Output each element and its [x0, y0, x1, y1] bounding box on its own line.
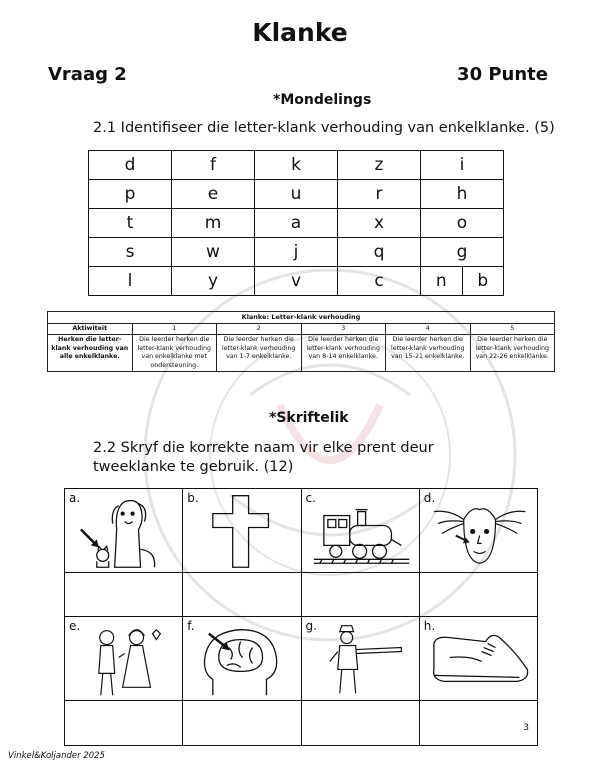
answer-box[interactable] [65, 572, 183, 617]
answer-box[interactable] [65, 701, 183, 746]
question-number: Vraag 2 [48, 64, 127, 85]
picture-cell [183, 489, 301, 573]
cross-icon [183, 489, 300, 572]
answer-box[interactable] [419, 572, 537, 617]
letter-cell: f [172, 151, 255, 180]
letter-cell [421, 267, 504, 296]
rubric-activity: Herken die letter-klank verhouding van alle enkelklanke. [48, 335, 133, 372]
letter-cell: d [89, 151, 172, 180]
letter-cell-split: n [421, 267, 463, 295]
rubric-level: 5 [470, 323, 555, 335]
letter-row [89, 209, 504, 238]
letter-cell: l [89, 267, 172, 296]
picture-cell [65, 489, 183, 573]
letter-cell: v [255, 267, 338, 296]
picture-cell [183, 617, 301, 701]
rubric-level: 4 [386, 323, 471, 335]
rubric-activity-header: Aktiwiteit [48, 323, 133, 335]
letter-row [89, 151, 504, 180]
letter-cell: t [89, 209, 172, 238]
letter-cell: c [338, 267, 421, 296]
rubric-level: 2 [217, 323, 302, 335]
rubric-descriptor: Die leerder herken die letter-klank verhouding van enkelklanke met ondersteuning. [132, 335, 217, 372]
picture-label: g. [305, 619, 317, 634]
answer-box[interactable] [419, 701, 537, 746]
answer-box[interactable] [301, 572, 419, 617]
rubric-caption: Klanke: Letter-klank verhouding [48, 312, 555, 324]
letter-cell: z [338, 151, 421, 180]
picture-label: a. [69, 491, 81, 505]
picture-label: f. [187, 619, 195, 634]
rubric-descriptor: Die leerder herken die letter-klank verhouding van 15-21 enkelklanke. [386, 335, 471, 372]
letter-cell: p [89, 180, 172, 209]
letter-cell: a [255, 209, 338, 238]
picture-label: d. [423, 491, 436, 505]
letter-cell: y [172, 267, 255, 296]
picture-cell [65, 617, 183, 701]
letter-cell: h [421, 180, 504, 209]
hunter-icon [302, 617, 419, 700]
letter-grid [88, 150, 504, 296]
letter-cell: g [421, 238, 504, 267]
letter-cell: i [421, 151, 504, 180]
page-title: Klanke [252, 18, 348, 47]
written-heading: *Skriftelik [269, 410, 349, 426]
page-number: 3 [523, 723, 529, 734]
letter-cell-split: b [477, 271, 489, 291]
rubric-descriptor: Die leerder herken die letter-klank verhouding van 8-14 enkelklanke. [301, 335, 386, 372]
footer-credit: Vinkel&Koljander 2025 [8, 751, 105, 761]
answer-box[interactable] [183, 701, 301, 746]
rubric-descriptor: Die leerder herken die letter-klank verhouding van 22-26 enkelklanke. [470, 335, 555, 372]
rubric-descriptor: Die leerder herken die letter-klank verhouding van 1-7 enkelklanke. [217, 335, 302, 372]
face-hair-icon [420, 489, 537, 572]
rubric-level: 3 [301, 323, 386, 335]
total-points: 30 Punte [457, 64, 548, 85]
letter-cell: e [172, 180, 255, 209]
shoe-icon [420, 617, 537, 700]
written-instruction: 2.2 Skryf die korrekte naam vir elke prent deur tweeklanke te gebruik. (12) [93, 440, 434, 475]
letter-cell: u [255, 180, 338, 209]
assessment-rubric [47, 311, 555, 372]
picture-cell [419, 489, 537, 573]
answer-box[interactable] [183, 572, 301, 617]
letter-cell: q [338, 238, 421, 267]
letter-cell: k [255, 151, 338, 180]
answer-box[interactable] [301, 701, 419, 746]
picture-cell [301, 489, 419, 573]
picture-cell [301, 617, 419, 701]
train-icon [302, 489, 419, 572]
letter-cell: r [338, 180, 421, 209]
bride-groom-icon [65, 617, 182, 700]
brain-icon [183, 617, 300, 700]
letter-cell: w [172, 238, 255, 267]
letter-cell: o [421, 209, 504, 238]
letter-cell: j [255, 238, 338, 267]
letter-row [89, 180, 504, 209]
letter-cell: s [89, 238, 172, 267]
picture-label: c. [305, 491, 316, 505]
cat-and-dog-icon [65, 489, 182, 572]
picture-label: e. [69, 619, 81, 634]
letter-row [89, 267, 504, 296]
letter-cell: m [172, 209, 255, 238]
picture-cell [419, 617, 537, 701]
picture-label: b. [187, 491, 199, 505]
letter-cell: x [338, 209, 421, 238]
rubric-level: 1 [132, 323, 217, 335]
oral-heading: *Mondelings [273, 92, 372, 108]
picture-label: h. [423, 619, 436, 634]
oral-instruction: 2.1 Identifiseer die letter-klank verhouding van enkelklanke. (5) [93, 120, 555, 136]
picture-grid [64, 488, 538, 746]
letter-row [89, 238, 504, 267]
